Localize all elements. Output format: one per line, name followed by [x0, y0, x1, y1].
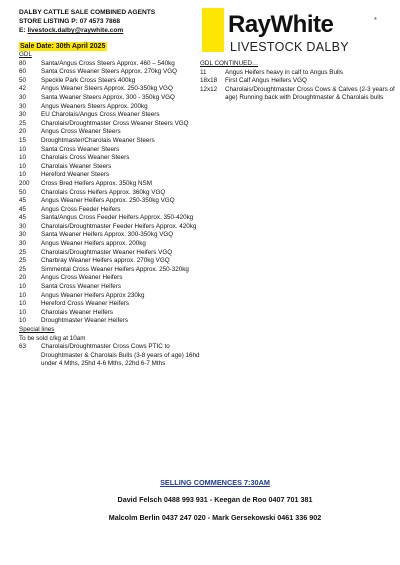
item-description: Santa Weaner Steers Approx. 300 - 350kg VGQ: [41, 93, 175, 101]
item-description: Angus Weaner Heifers Approx. 250-350kg VGQ: [41, 197, 175, 205]
item-quantity: 200: [19, 179, 30, 187]
item-description: Charbray Weaner Heifers approx. 270kg VGQ: [41, 257, 170, 265]
item-description: Cross Bred Heifers Approx. 350kg NSM: [41, 179, 152, 187]
item-quantity: 25: [19, 265, 27, 273]
item-quantity: 20: [19, 274, 27, 282]
list-item: [19, 60, 204, 69]
list-item: [19, 111, 204, 120]
list-item: [19, 94, 204, 103]
list-item: [19, 189, 204, 198]
item-description: Hereford Weaner Steers: [41, 171, 110, 179]
list-item: [19, 309, 204, 318]
list-item: [19, 171, 204, 180]
item-description: Santa/Angus Cross Steers Approx. 460 – 540kg: [41, 59, 175, 67]
special-lines-note: To be sold c/kg at 10am: [19, 334, 86, 342]
item-quantity: 10: [19, 283, 27, 291]
item-description: Santa Cross Weaner Steers: [41, 145, 120, 153]
list-item: [19, 197, 204, 206]
special-lines-heading: Special lines: [19, 326, 55, 333]
item-quantity: 10: [19, 300, 27, 308]
gdl-heading: GDL: [19, 51, 32, 58]
item-quantity: 42: [19, 85, 27, 93]
special-lines-list: [19, 343, 204, 369]
item-quantity: 25: [19, 119, 27, 127]
item-quantity: 80: [19, 59, 27, 67]
list-item: [19, 249, 204, 258]
list-item: [19, 163, 204, 172]
list-item: [19, 103, 204, 112]
list-item: [19, 292, 204, 301]
list-item: [19, 180, 204, 189]
gdl-continued-list: [200, 69, 400, 103]
list-item: [19, 317, 204, 326]
item-quantity: 12x12: [200, 85, 218, 93]
logo-wordmark: RayWhite: [228, 11, 334, 38]
item-quantity: 30: [19, 102, 27, 110]
item-description: Santa Cross Weaner Heifers: [41, 283, 122, 291]
item-description: Charolais/Droughtmaster Feeder Heifers Approx. 420kg: [41, 222, 197, 230]
list-item: [19, 206, 204, 215]
list-item: [19, 274, 204, 283]
list-item: [19, 266, 204, 275]
item-quantity: 18x18: [200, 77, 218, 85]
item-description: Charolais Cross Heifers Approx. 360kg VGQ: [41, 188, 166, 196]
item-description: EU Charolais/Angus Cross Weaner Steers: [41, 111, 160, 119]
item-description: Santa Weaner Heifers Approx. 300-350kg VGQ: [41, 231, 174, 239]
item-quantity: 45: [19, 205, 27, 213]
item-quantity: 20: [19, 128, 27, 136]
item-quantity: 60: [19, 68, 27, 76]
list-item: [19, 300, 204, 309]
item-quantity: 10: [19, 145, 27, 153]
list-item: [19, 223, 204, 232]
logo-yellow-block: [202, 8, 224, 52]
item-description: Angus Weaner Heifers Approx 230kg: [41, 291, 145, 299]
item-quantity: 25: [19, 257, 27, 265]
contacts-line-1: David Felsch 0488 993 931 - Keegan de Roo 0407 701 381: [117, 495, 313, 504]
item-description: Charolais/Droughtmaster Cross Cows PTIC to Droughtmaster & Charolais Bulls (3-8 years of age) 16hd under 4 Mths, 25hd 4-6 Mths, 22hd 6-7 Mths: [41, 343, 200, 368]
item-quantity: 30: [19, 231, 27, 239]
left-column: [19, 51, 204, 369]
raywhite-logo: [202, 8, 380, 59]
item-description: Santa Cross Weaner Steers Approx. 270kg VGQ: [41, 68, 178, 76]
item-description: Droughtmaster Weaner Heifers: [41, 317, 129, 325]
item-quantity: 45: [19, 214, 27, 222]
list-item: [19, 231, 204, 240]
item-description: Charolais/Droughtmaster Weaner Heifers VGQ: [41, 248, 173, 256]
list-item: [19, 257, 204, 266]
item-quantity: 10: [19, 154, 27, 162]
item-description: Charolais/Droughtmaster Cross Weaner Steers VGQ: [41, 119, 189, 127]
item-description: Charolais Cross Weaner Steers: [41, 154, 130, 162]
item-quantity: 15: [19, 136, 27, 144]
item-description: Simmental Cross Weaner Heifers Approx. 250-320kg: [41, 265, 189, 273]
item-description: Speckle Park Cross Steers 400kg: [41, 76, 136, 84]
item-description: Angus Cross Feeder Heifers: [41, 205, 121, 213]
list-item: [200, 77, 400, 86]
gdl-continued-heading: GDL CONTINUED…: [200, 60, 259, 67]
item-quantity: 30: [19, 93, 27, 101]
list-item: [19, 77, 204, 86]
item-description: Charolais Weaner Heifers: [41, 308, 113, 316]
item-description: Droughtmaster/Charolais Weaner Steers: [41, 136, 155, 144]
list-item: [19, 85, 204, 94]
item-quantity: 10: [19, 291, 27, 299]
list-item: [200, 86, 400, 103]
item-quantity: 50: [19, 188, 27, 196]
agents-title: DALBY CATTLE SALE COMBINED AGENTS: [19, 9, 156, 16]
list-item: [19, 137, 204, 146]
item-description: Hereford Cross Weaner Heifers: [41, 300, 130, 308]
selling-commences: SELLING COMMENCES 7:30AM: [160, 478, 270, 487]
item-description: Angus Heifers heavy in calf to Angus Bulls: [225, 68, 343, 76]
item-quantity: 10: [19, 317, 27, 325]
logo-registered-mark: ®: [374, 16, 377, 21]
item-description: Charolais/Droughtmaster Cross Cows & Calves (2-3 years of age) Running back with Droughtmaster & Charolais bulls: [225, 85, 395, 102]
item-quantity: 30: [19, 111, 27, 119]
list-item: [19, 146, 204, 155]
list-item: [19, 154, 204, 163]
gdl-list: [19, 60, 204, 326]
item-description: First Calf Angus Heifers VGQ: [225, 77, 307, 85]
email-link[interactable]: livestock.dalby@raywhite.com: [27, 27, 124, 34]
store-listing-phone: STORE LISTING P: 07 4573 7868: [19, 18, 121, 25]
item-description: Angus Cross Weaner Heifers: [41, 274, 123, 282]
item-description: Angus Weaner Steers Approx. 250-350kg VGQ: [41, 85, 173, 93]
list-item: [200, 69, 400, 78]
item-description: Angus Weaner Heifers approx. 200kg: [41, 240, 146, 248]
list-item: [19, 240, 204, 249]
header-block: [19, 8, 219, 53]
email-line: [19, 26, 219, 35]
item-quantity: 45: [19, 197, 27, 205]
sale-date-banner: Sale Date: 30th April 2025: [20, 43, 106, 50]
item-quantity: 30: [19, 240, 27, 248]
item-quantity: 63: [19, 343, 27, 351]
item-description: Charolais Weaner Steers: [41, 162, 112, 170]
item-description: Angus Cross Weaner Steers: [41, 128, 121, 136]
list-item: [19, 283, 204, 292]
item-quantity: 10: [19, 162, 27, 170]
item-description: Angus Weaners Steers Approx. 200kg: [41, 102, 148, 110]
contacts-line-2: Malcolm Berlin 0437 247 020 - Mark Gersekowski 0461 336 902: [108, 513, 322, 522]
list-item: [19, 68, 204, 77]
item-quantity: 10: [19, 171, 27, 179]
item-quantity: 11: [200, 68, 207, 76]
right-column: [200, 60, 400, 103]
item-quantity: 30: [19, 222, 27, 230]
item-quantity: 25: [19, 248, 27, 256]
email-prefix: E:: [19, 27, 28, 34]
list-item: [19, 214, 204, 223]
item-description: Santa/Angus Cross Feeder Heifers Approx. 350-420kg: [41, 214, 194, 222]
item-quantity: 50: [19, 76, 27, 84]
item-quantity: 10: [19, 308, 27, 316]
list-item: [19, 343, 204, 369]
list-item: [19, 128, 204, 137]
logo-subtitle: LIVESTOCK DALBY: [230, 40, 349, 54]
footer: [0, 478, 400, 523]
list-item: [19, 120, 204, 129]
